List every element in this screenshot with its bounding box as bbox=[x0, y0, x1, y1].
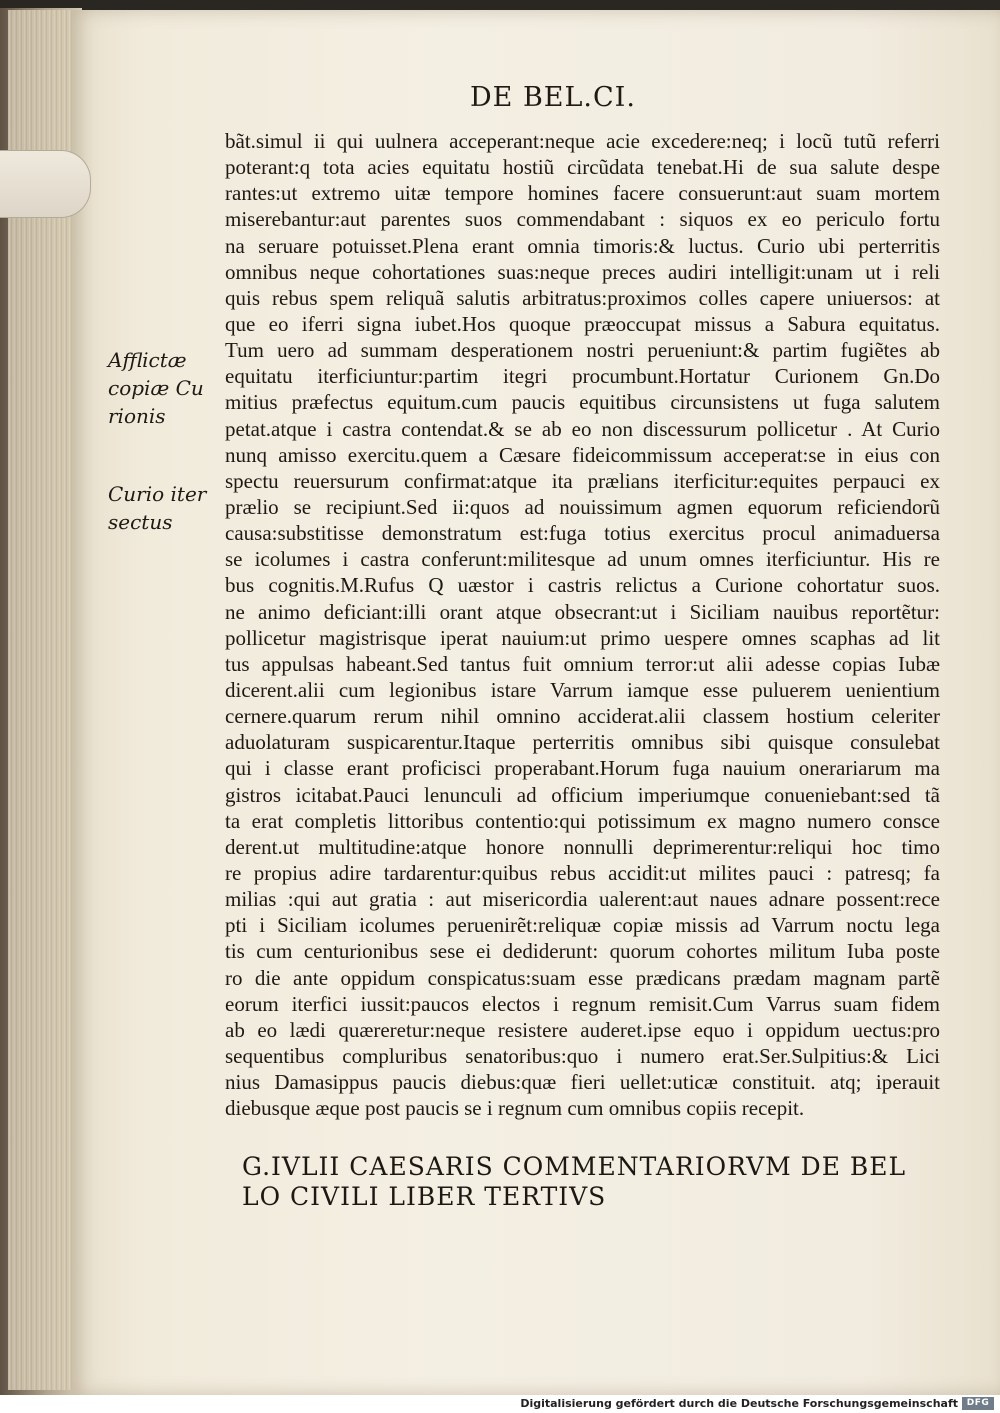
marginal-note-line: rionis bbox=[108, 404, 166, 428]
text-line: diebusque æque post paucis se i regnum cum omnibus copiis recepit. bbox=[225, 1096, 805, 1121]
text-line: se icolumes i castra conferunt:militesque ad unum omnes iterficiuntur. His re bbox=[225, 547, 940, 572]
text-line: dicerent.alii cum legionibus istare Varrum iamque esse puluerem uenientium bbox=[225, 677, 940, 702]
text-line: ro die ante oppidum conspicatus:suam esse prædicans prædam magnam partẽ bbox=[225, 965, 940, 990]
text-line: causa:substitisse demonstratum est:fuga totius exercitus procul animaduersa bbox=[225, 521, 940, 546]
text-line: equitatu iterficiuntur:partim itegri procumbunt.Hortatur Curionem Gn.Do bbox=[225, 364, 940, 389]
text-line: ne animo deficiant:illi orant atque obsecrant:ut i Siciliam nauibus reportẽtur: bbox=[225, 599, 940, 624]
text-line: ab eo lædi quæreretur:neque resistere auderet.ipse equo i oppidum uectus:pro bbox=[225, 1017, 940, 1042]
text-line: re propius adire tardarentur:quibus rebus accidit:ut milites pauci : patresq; fa bbox=[225, 860, 940, 885]
text-line: tus appulsas habeant.Sed tantus fuit omnium terror:ut alii adesse copias Iubæ bbox=[225, 651, 940, 676]
bookmark-tab bbox=[0, 150, 91, 218]
text-line: spectu reuersurum confirmat:atque ita prælians iterficitur:equites perpauci ex bbox=[225, 468, 940, 493]
marginal-note-line: Curio iter bbox=[108, 482, 207, 506]
text-line: ta erat completis littoribus contentio:qui potissimum ex magno numero consce bbox=[225, 808, 940, 833]
section-heading-line-2: LO CIVILI LIBER TERTIVS bbox=[242, 1182, 607, 1211]
section-heading-line-1: G.IVLII CAESARIS COMMENTARIORVM DE BEL bbox=[242, 1152, 907, 1181]
text-line: que eo iferri signa iubet.Hos quoque præoccupat missus a Sabura equitatus. bbox=[225, 311, 940, 336]
footer-bar bbox=[0, 1395, 1000, 1413]
marginal-note-line: copiæ Cu bbox=[108, 376, 204, 400]
text-line: omnibus neque cohortationes suas:neque preces audiri intelligit:unam ut i reli bbox=[225, 259, 940, 284]
text-line: poterant:q tota acies equitatu hostiũ circũdata tenebat.Hi de sua salute despe bbox=[225, 155, 940, 180]
text-line: nius Damasippus paucis diebus:quæ fieri uellet:uticæ constituit. atq; iperauit bbox=[225, 1070, 940, 1095]
section-heading bbox=[242, 1152, 942, 1212]
text-line: pti i Siciliam icolumes peruenirẽt:reliquæ copiæ missis ad Varrum noctu lega bbox=[225, 913, 940, 938]
text-line: gistros icitabat.Pauci lenunculi ad officium imperiumque conueniebant:sed tã bbox=[225, 782, 940, 807]
text-line: Tum uero ad summam desperationem nostri perueniunt:& partim fugiẽtes ab bbox=[225, 338, 940, 363]
text-line: nunq amisso exercitu.quem a Cæsare fideicommissum acceperat:se in eius con bbox=[225, 442, 940, 467]
text-line: rantes:ut extremo uitæ tempore homines facere consuerunt:aut suam mortem bbox=[225, 181, 940, 206]
text-line: cernere.quarum rerum nihil omnino acciderat.alii classem hostium celeriter bbox=[225, 704, 940, 729]
body-text bbox=[225, 128, 940, 1121]
text-line: bus cognitis.M.Rufus Q uæstor i castris relictus a Curione cohortatur suos. bbox=[225, 573, 940, 598]
marginal-note-1 bbox=[108, 346, 208, 430]
marginal-note-2 bbox=[108, 480, 208, 536]
text-line: bãt.simul ii qui uulnera acceperant:neque acie excedere:neq; i locũ tutũ referri bbox=[225, 129, 940, 153]
footer-credit: Digitalisierung gefördert durch die Deutsche Forschungsgemeinschaft bbox=[520, 1397, 958, 1410]
text-line: sequentibus compluribus senatoribus:quo i numero erat.Ser.Sulpitius:& Lici bbox=[225, 1043, 940, 1068]
marginal-note-line: sectus bbox=[108, 510, 173, 534]
text-line: miserebantur:aut parentes suos commendabant : siquos ex eo periculo fortu bbox=[225, 207, 940, 232]
text-line: derent.ut multitudine:atque honore nonnulli deprimerentur:reliqui hoc timo bbox=[225, 834, 940, 859]
text-line: quis rebus spem reliquã salutis arbitratus:proximos colles capere uniuersos: at bbox=[225, 285, 940, 310]
text-line: aduolaturam suspicarentur.Itaque perterritis omnibus sibi quisque consulebat bbox=[225, 730, 940, 755]
running-head: DE BEL.CI. bbox=[470, 82, 636, 113]
text-line: na seruare potuisset.Plena erant omnia timoris:& luctus. Curio ubi perterritis bbox=[225, 233, 940, 258]
text-line: prælio se recipiunt.Sed ii:quos ad nouissimum agmen equorum reficiendorũ bbox=[225, 494, 940, 519]
marginal-note-line: Afflictæ bbox=[108, 348, 187, 372]
text-line: petat.atque i castra contendat.& se ab eo non discessurum pollicetur . At Curio bbox=[225, 416, 940, 441]
text-line: pollicetur magistrisque iperat nauium:ut primo uespere omnes scaphas ad lit bbox=[225, 625, 940, 650]
text-line: milias :qui aut gratia : aut misericordia ualerent:aut naues adnare possent:rece bbox=[225, 887, 940, 912]
text-line: eorum iterfici iussit:paucos electos i regnum remisit.Cum Varrus suam fidem bbox=[225, 991, 940, 1016]
text-line: mitius præfectus equitum.cum paucis equitibus circunsistens ut fuga salutem bbox=[225, 390, 940, 415]
text-line: tis cum centurionibus sese ei dediderunt: quorum cohortes militum Iuba poste bbox=[225, 939, 940, 964]
text-line: qui i classe erant proficisci properabant.Horum fuga nauium onerariarum ma bbox=[225, 756, 940, 781]
dfg-logo: DFG bbox=[962, 1397, 994, 1410]
